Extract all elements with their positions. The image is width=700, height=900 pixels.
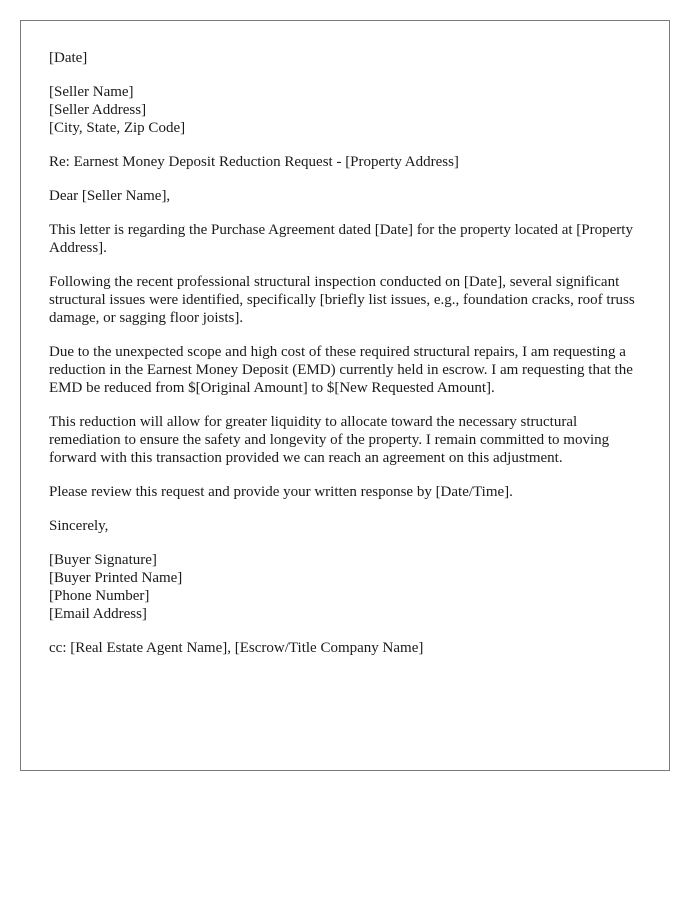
recipient-address-block xyxy=(49,83,649,137)
recipient-city-state-zip: [City, State, Zip Code] xyxy=(49,120,186,136)
body-paragraph: Please review this request and provide your written response by [Date/Time]. xyxy=(49,484,513,500)
signature-block xyxy=(49,551,649,623)
buyer-signature: [Buyer Signature] xyxy=(49,552,157,568)
recipient-address: [Seller Address] xyxy=(49,102,147,118)
date-text: [Date] xyxy=(49,50,88,66)
body-paragraph: Due to the unexpected scope and high cost of these required structural repairs, I am requesting a reduction in the Earnest Money Deposit (EMD) currently held in escrow. I am requesting that the EMD be reduced from $[Original Amount] to $[New Requested Amount]. xyxy=(49,344,633,396)
subject-line: Re: Earnest Money Deposit Reduction Request - [Property Address] xyxy=(49,154,459,170)
letter-page xyxy=(20,20,670,771)
body-paragraph: Following the recent professional structural inspection conducted on [Date], several significant structural issues were identified, specifically [briefly list issues, e.g., foundation cracks, roof truss damage, or sagging floor joists]. xyxy=(49,274,635,326)
salutation: Dear [Seller Name], xyxy=(49,188,171,204)
phone-number: [Phone Number] xyxy=(49,588,150,604)
cc-line: cc: [Real Estate Agent Name], [Escrow/Title Company Name] xyxy=(49,640,424,656)
recipient-name: [Seller Name] xyxy=(49,84,134,100)
body-paragraph: This letter is regarding the Purchase Agreement dated [Date] for the property located at [Property Address]. xyxy=(49,222,633,256)
email-address: [Email Address] xyxy=(49,606,147,622)
buyer-printed-name: [Buyer Printed Name] xyxy=(49,570,183,586)
body-paragraph: This reduction will allow for greater liquidity to allocate toward the necessary structural remediation to ensure the safety and longevity of the property. I remain committed to moving forward with this transaction provided we can reach an agreement on this adjustment. xyxy=(49,414,610,466)
letter-date xyxy=(49,49,649,67)
closing: Sincerely, xyxy=(49,518,109,534)
